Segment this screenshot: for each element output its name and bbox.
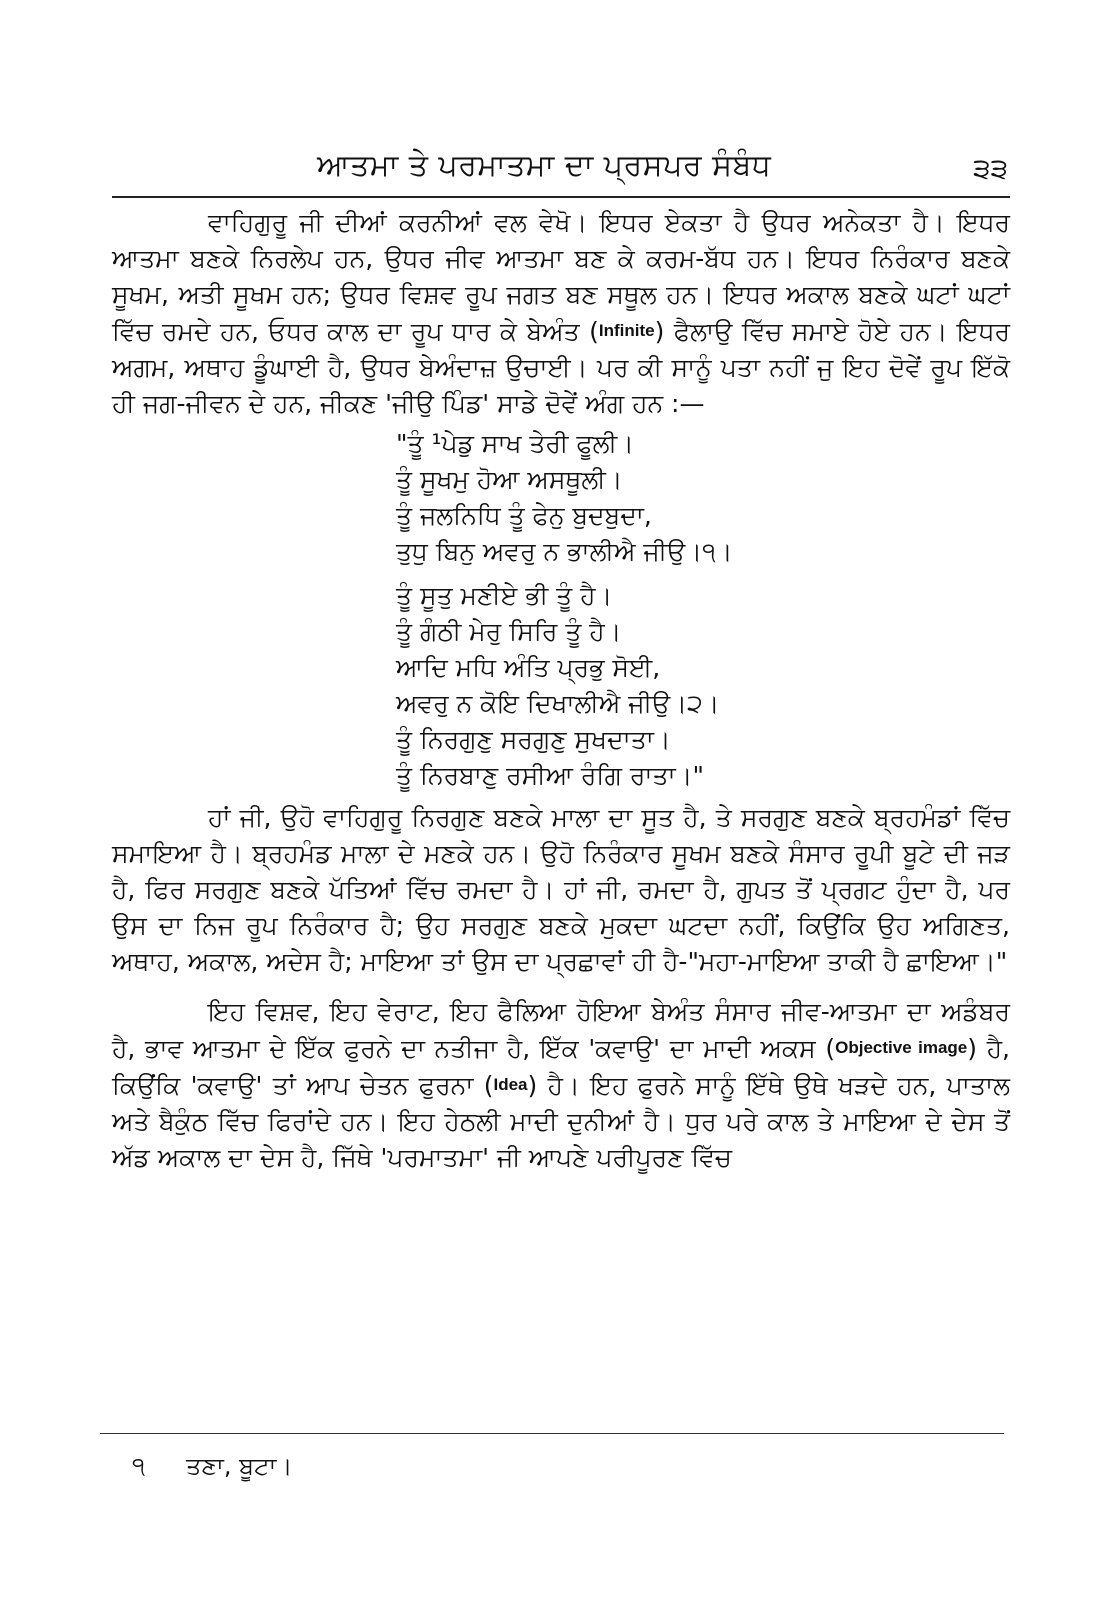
verse-line: ਤੂੰ ਸੂਤੁ ਮਣੀਏ ਭੀ ਤੂੰ ਹੈ। [396,581,613,610]
page-header [112,140,1008,196]
footnote-marker: ੧ [132,1452,146,1480]
paragraph-3-text-c: ) ਹੈ। ਇਹ ਫੁਰਨੇ ਸਾਨੂੰ ਇੱਥੇ ਉਥੇ ਖੜਦੇ ਹਨ, ਪਾਤਾਲ ਅਤੇ ਬੈਕੁੰਠ ਵਿੱਚ ਫਿਰਾਂਦੇ ਹਨ। ਇਹ ਹੇਠਲੀ ਮਾਦੀ ਦੁਨੀਆਂ ਹੈ। ਧੁਰ ਪਰੇ ਕਾਲ ਤੇ ਮਾਇਆ ਦੇ ਦੇਸ ਤੋਂ ਅੱਡ ਅਕਾਲ ਦਾ ਦੇਸ ਹੈ, ਜਿੱਥੇ 'ਪਰਮਾਤਮਾ' ਜੀ ਆਪਣੇ ਪਰੀਪੂਰਣ ਵਿੱਚ [112,1071,1011,1172]
verse-line: ਤੂੰ ਸੂਖਮੁ ਹੋਆ ਅਸਥੂਲੀ। [396,465,623,494]
english-term-objective-image: Objective image [835,1038,968,1057]
paragraph-2: ਹਾਂ ਜੀ, ਉਹੋ ਵਾਹਿਗੁਰੂ ਨਿਰਗੁਣ ਬਣਕੇ ਮਾਲਾ ਦਾ ਸੂਤ ਹੈ, ਤੇ ਸਰਗੁਣ ਬਣਕੇ ਬ੍ਰਹਮੰਡਾਂ ਵਿੱਚ ਸਮਾਇਆ ਹੈ। ਬ੍ਰਹਮੰਡ ਮਾਲਾ ਦੇ ਮਣਕੇ ਹਨ। ਉਹੋ ਨਿਰੰਕਾਰ ਸੂਖਮ ਬਣਕੇ ਸੰਸਾਰ ਰੂਪੀ ਬੂਟੇ ਦੀ ਜੜ ਹੈ, ਫਿਰ ਸਰਗੁਣ ਬਣਕੇ ਪੱਤਿਆਂ ਵਿੱਚ ਰਮਦਾ ਹੈ। ਹਾਂ ਜੀ, ਰਮਦਾ ਹੈ, ਗੁਪਤ ਤੋਂ ਪ੍ਰਗਟ ਹੁੰਦਾ ਹੈ, ਪਰ ਉਸ ਦਾ ਨਿਜ ਰੂਪ ਨਿਰੰਕਾਰ ਹੈ; ਉਹ ਸਰਗੁਣ ਬਣਕੇ ਮੁਕਦਾ ਘਟਦਾ ਨਹੀਂ, ਕਿਉਂਕਿ ਉਹ ਅਗਿਣਤ, ਅਥਾਹ, ਅਕਾਲ, ਅਦੇਸ ਹੈ; ਮਾਇਆ ਤਾਂ ਉਸ ਦਾ ਪ੍ਰਛਾਵਾਂ ਹੀ ਹੈ-"ਮਹਾ-ਮਾਇਆ ਤਾਕੀ ਹੈ ਛਾਇਆ।" [112,803,1010,976]
paragraph-3 [112,994,1010,1176]
running-title: ਆਤਮਾ ਤੇ ਪਰਮਾਤਮਾ ਦਾ ਪ੍ਰਸਪਰ ਸੰਬੰਧ [317,148,772,183]
verse-line: ਤੂੰ ਗੰਠੀ ਮੇਰੁ ਸਿਰਿ ਤੂੰ ਹੈ। [396,617,622,646]
page-number: ੩੩ [973,152,1008,185]
main-text [112,205,1010,1176]
paragraph-3-text-b: ) ਹੈ, ਕਿਉਂਕਿ 'ਕਵਾਉ' ਤਾਂ ਆਪ ਚੇਤਨ ਫੁਰਨਾ ( [112,1034,1010,1100]
stanza-gap [396,570,1010,578]
english-term-infinite: Infinite [598,321,655,340]
verse-line: ਤੂੰ ਨਿਰਗੁਣੁ ਸਰਗੁਣੁ ਸੁਖਦਾਤਾ। [396,725,671,754]
verse-line: ਤੂੰ ਜਲਨਿਧਿ ਤੂੰ ਫੇਨੁ ਬੁਦਬੁਦਾ, [396,501,652,530]
quoted-verse [396,426,1010,794]
verse-line: ਤੁਧੁ ਬਿਨੁ ਅਵਰੁ ਨ ਭਾਲੀਐ ਜੀਉ।੧। [396,537,733,566]
paragraph-gap [112,980,1010,994]
paragraph-1-text-a: ਵਾਹਿਗੁਰੂ ਜੀ ਦੀਆਂ ਕਰਨੀਆਂ ਵਲ ਵੇਖੋ। ਇਧਰ ਏਕਤਾ ਹੈ ਉਧਰ ਅਨੇਕਤਾ ਹੈ। ਇਧਰ ਆਤਮਾ ਬਣਕੇ ਨਿਰਲੇਪ ਹਨ, ਉਧਰ ਜੀਵ ਆਤਮਾ ਬਣ ਕੇ ਕਰਮ-ਬੱਧ ਹਨ। ਇਧਰ ਨਿਰੰਕਾਰ ਬਣਕੇ ਸੂਖਮ, ਅਤੀ ਸੂਖਮ ਹਨ; ਉਧਰ ਵਿਸ਼ਵ ਰੂਪ ਜਗਤ ਬਣ ਸਥੂਲ ਹਨ। ਇਧਰ ਅਕਾਲ ਬਣਕੇ ਘਟਾਂ ਘਟਾਂ ਵਿੱਚ ਰਮਦੇ ਹਨ, ਓਧਰ ਕਾਲ ਦਾ ਰੂਪ ਧਾਰ ਕੇ ਬੇਅੰਤ ( [112,208,1010,346]
footnote-rule [100,1433,1004,1434]
footnote-text: ਤਣਾ, ਬੂਟਾ। [186,1452,293,1480]
verse-line: ਅਵਰੁ ਨ ਕੋਇ ਦਿਖਾਲੀਐ ਜੀਉ।੨। [396,689,720,718]
footnote [132,1452,293,1480]
english-term-idea: Idea [493,1075,528,1094]
header-rule [112,196,1010,198]
verse-line: ਆਦਿ ਮਧਿ ਅੰਤਿ ਪ੍ਰਭੁ ਸੋਈ, [396,653,661,682]
paragraph-1 [112,205,1010,422]
verse-line: "ਤੂੰ ¹ਪੇਡੁ ਸਾਖ ਤੇਰੀ ਫੂਲੀ। [396,429,634,458]
verse-line: ਤੂੰ ਨਿਰਬਾਣੁ ਰਸੀਆ ਰੰਗਿ ਰਾਤਾ।" [396,761,704,790]
paragraph-1-text-b: ) ਫੈਲਾਉ ਵਿੱਚ ਸਮਾਏ ਹੋਏ ਹਨ। ਇਧਰ ਅਗਮ, ਅਥਾਹ ਡੂੰਘਾਈ ਹੈ, ਉਧਰ ਬੇਅੰਦਾਜ਼ ਉਚਾਈ। ਪਰ ਕੀ ਸਾਨੂੰ ਪਤਾ ਨਹੀਂ ਜੁ ਇਹ ਦੋਵੇਂ ਰੂਪ ਇੱਕੋ ਹੀ ਜਗ-ਜੀਵਨ ਦੇ ਹਨ, ਜੀਕਣ 'ਜੀਉ ਪਿੰਡ' ਸਾਡੇ ਦੋਵੇਂ ਅੰਗ ਹਨ :— [112,317,1010,418]
paragraph-3-text-a: ਇਹ ਵਿਸ਼ਵ, ਇਹ ਵੇਰਾਟ, ਇਹ ਫੈਲਿਆ ਹੋਇਆ ਬੇਅੰਤ ਸੰਸਾਰ ਜੀਵ-ਆਤਮਾ ਦਾ ਅਡੰਬਰ ਹੈ, ਭਾਵ ਆਤਮਾ ਦੇ ਇੱਕ ਫੁਰਨੇ ਦਾ ਨਤੀਜਾ ਹੈ, ਇੱਕ 'ਕਵਾਉ' ਦਾ ਮਾਦੀ ਅਕਸ ( [112,997,1010,1063]
